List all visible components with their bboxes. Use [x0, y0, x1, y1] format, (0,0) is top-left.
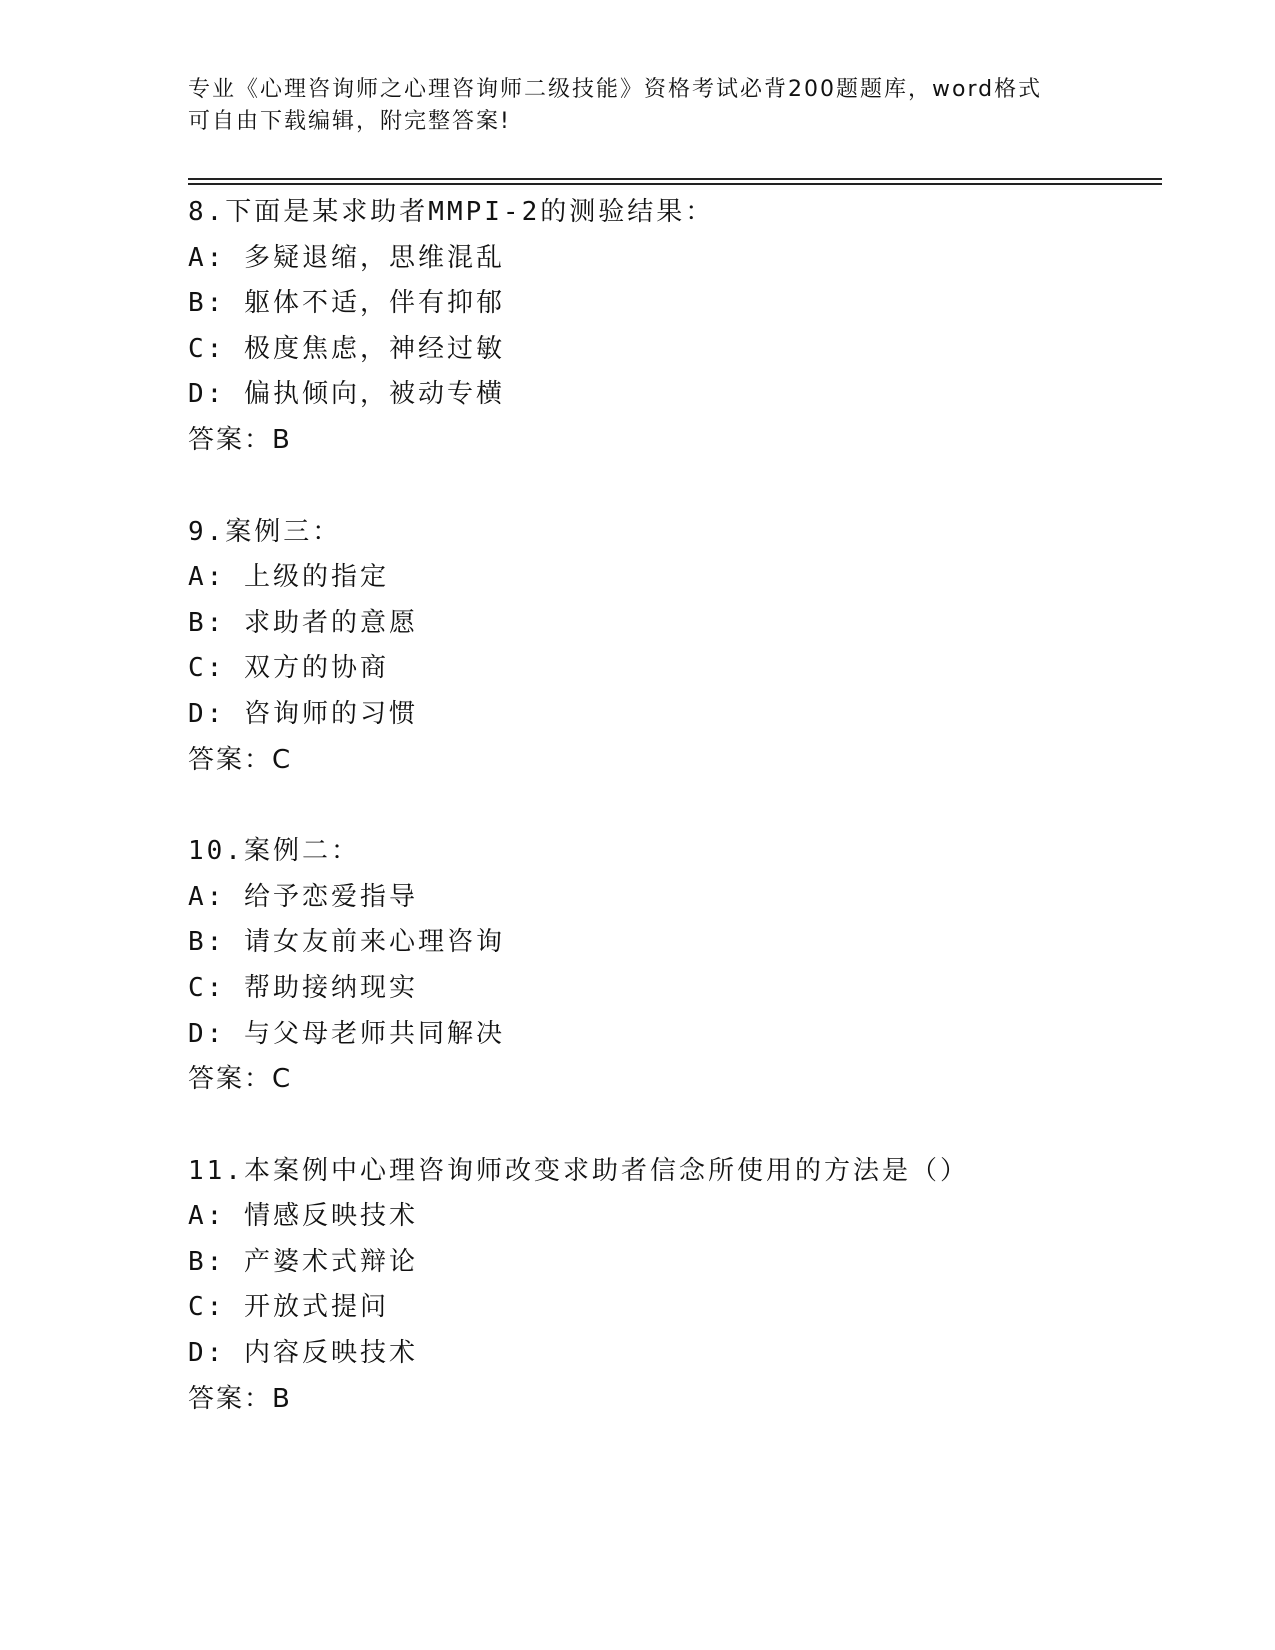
option-b: B: 求助者的意愿: [188, 607, 418, 638]
option-c: C: 帮助接纳现实: [188, 972, 418, 1003]
option-d: D: 与父母老师共同解决: [188, 1018, 505, 1049]
option-d: D: 内容反映技术: [188, 1338, 418, 1369]
option-a: A: 上级的指定: [188, 562, 389, 593]
header-divider-top: [188, 178, 1162, 180]
option-a: A: 给予恋爱指导: [188, 881, 418, 912]
question-stem: 8.下面是某求助者MMPI-2的测验结果：: [188, 197, 715, 227]
answer: 答案：B: [188, 1383, 292, 1414]
option-b: B: 请女友前来心理咨询: [188, 927, 505, 958]
option-c: C: 极度焦虑，神经过敏: [188, 333, 505, 364]
option-a: A: 情感反映技术: [188, 1201, 418, 1232]
option-d: D: 偏执倾向，被动专横: [188, 379, 505, 410]
option-a: A: 多疑退缩，思维混乱: [188, 242, 505, 273]
option-b: B: 产婆术式辩论: [188, 1246, 418, 1277]
header-line-1: 专业《心理咨询师之心理咨询师二级技能》资格考试必背200题题库，word格式: [188, 77, 1043, 102]
answer: 答案：B: [188, 424, 292, 455]
question-stem: 9.案例三：: [188, 516, 342, 547]
question-8: [188, 190, 1148, 464]
option-c: C: 开放式提问: [188, 1292, 389, 1323]
question-10: [188, 829, 1148, 1103]
question-list: [188, 190, 1148, 1468]
option-d: D: 咨询师的习惯: [188, 698, 418, 729]
document-header: [188, 74, 1088, 138]
question-stem: 11.本案例中心理咨询师改变求助者信念所使用的方法是（）: [188, 1155, 969, 1186]
header-divider-bottom: [188, 183, 1162, 185]
answer: 答案：C: [188, 744, 293, 775]
question-11: [188, 1149, 1148, 1423]
question-9: [188, 510, 1148, 784]
answer: 答案：C: [188, 1064, 293, 1095]
option-c: C: 双方的协商: [188, 653, 389, 684]
option-b: B: 躯体不适，伴有抑郁: [188, 288, 505, 319]
header-line-2: 可自由下载编辑，附完整答案!: [188, 109, 511, 134]
question-stem: 10.案例二：: [188, 836, 360, 867]
